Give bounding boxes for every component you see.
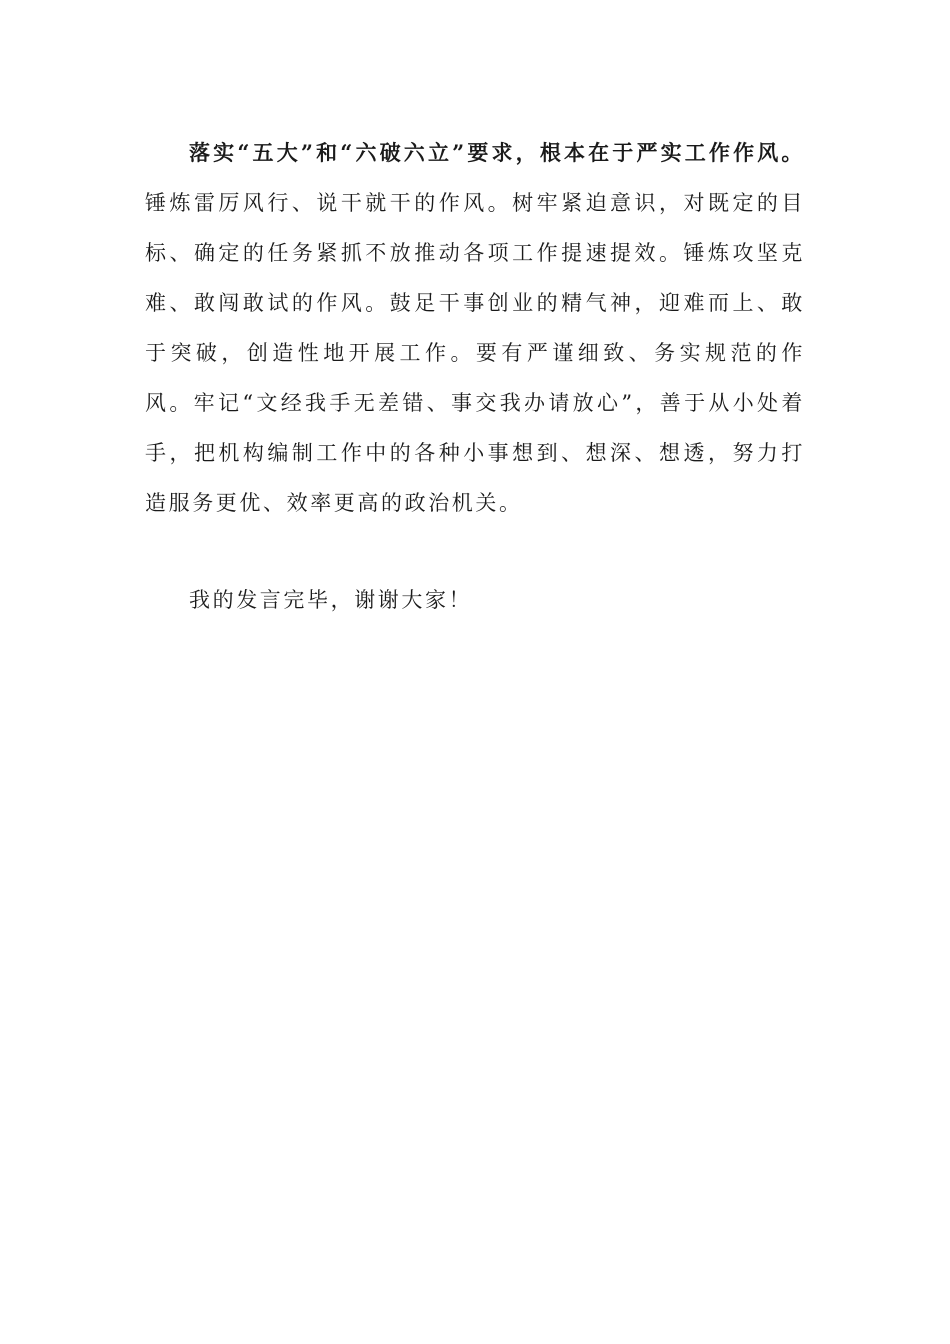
paragraph-body-text: 锤炼雷厉风行、说干就干的作风。树牢紧迫意识，对既定的目标、确定的任务紧抓不放推动各项工作提速提效。锤炼攻坚克难、敢闯敢试的作风。鼓足干事创业的精气神，迎难而上、敢于突破，创造性地开展工作。要有严谨细致、务实规范的作风。牢记“文经我手无差错、事交我办请放心”，善于从小处着手，把机构编制工作中的各种小事想到、想深、想透，努力打造服务更优、效率更高的政治机关。 (145, 191, 805, 515)
main-paragraph-block (145, 128, 805, 528)
main-paragraph (145, 128, 805, 528)
closing-remark: 我的发言完毕，谢谢大家！ (189, 588, 473, 612)
paragraph-lead-sentence: 落实“五大”和“六破六立”要求，根本在于严实工作作风。 (189, 140, 805, 165)
